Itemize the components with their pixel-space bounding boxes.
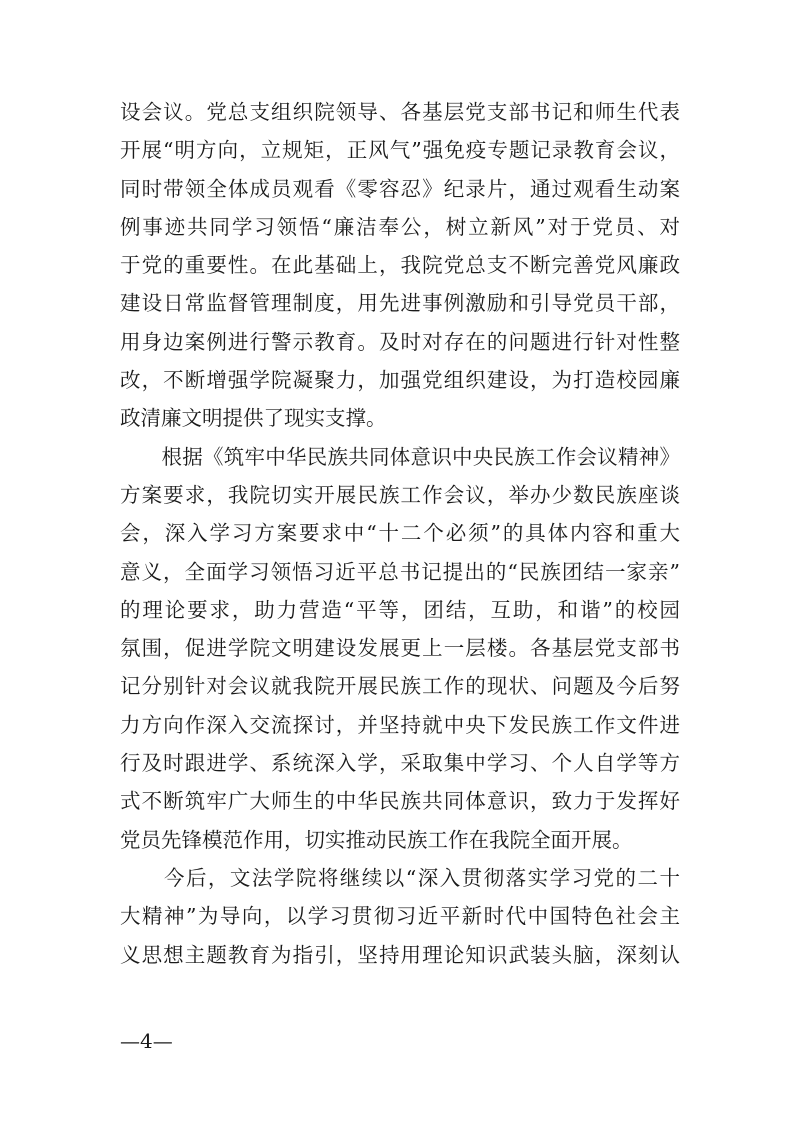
text-line: 改，不断增强学院凝聚力，加强党组织建设，为打造校园廉 <box>120 368 680 393</box>
text-line: 义思想主题教育为指引，坚持用理论知识武装头脑，深刻认 <box>120 942 680 967</box>
text-line: 行及时跟进学、系统深入学，采取集中学习、个人自学等方 <box>120 751 680 776</box>
text-line: 方案要求，我院切实开展民族工作会议，举办少数民族座谈 <box>120 482 680 507</box>
text-line: 意义，全面学习领悟习近平总书记提出的“民族团结一家亲” <box>120 559 680 584</box>
document-body <box>120 93 680 974</box>
text-line: 记分别针对会议就我院开展民族工作的现状、问题及今后努 <box>120 674 680 699</box>
text-line: 开展“明方向，立规矩，正风气”强免疫专题记录教育会议， <box>120 138 680 163</box>
text-line: 政清廉文明提供了现实支撑。 <box>120 406 387 431</box>
text-line: 于党的重要性。在此基础上，我院党总支不断完善党风廉政 <box>120 253 680 278</box>
text-line: 用身边案例进行警示教育。及时对存在的问题进行针对性整 <box>120 329 680 354</box>
text-line: 同时带领全体成员观看《零容忍》纪录片，通过观看生动案 <box>120 176 680 201</box>
text-line: 氛围，促进学院文明建设发展更上一层楼。各基层党支部书 <box>120 636 680 661</box>
page-number: —4— <box>120 1029 173 1053</box>
text-line: 根据《筑牢中华民族共同体意识中央民族工作会议精神》 <box>120 444 680 469</box>
text-line: 例事迹共同学习领悟“廉洁奉公，树立新风”对于党员、对 <box>120 214 680 239</box>
text-line: 今后，文法学院将继续以“深入贯彻落实学习党的二十 <box>120 865 680 890</box>
text-line: 的理论要求，助力营造“平等，团结，互助，和谐”的校园 <box>120 597 680 622</box>
text-line: 建设日常监督管理制度，用先进事例激励和引导党员干部， <box>120 291 680 316</box>
text-line: 设会议。党总支组织院领导、各基层党支部书记和师生代表 <box>120 100 680 124</box>
text-line: 党员先锋模范作用，切实推动民族工作在我院全面开展。 <box>120 827 633 852</box>
text-line: 大精神”为导向，以学习贯彻习近平新时代中国特色社会主 <box>120 904 680 929</box>
text-line: 会，深入学习方案要求中“十二个必须”的具体内容和重大 <box>120 521 680 546</box>
text-line: 力方向作深入交流探讨，并坚持就中央下发民族工作文件进 <box>120 712 680 737</box>
text-line: 式不断筑牢广大师生的中华民族共同体意识，致力于发挥好 <box>120 789 680 814</box>
